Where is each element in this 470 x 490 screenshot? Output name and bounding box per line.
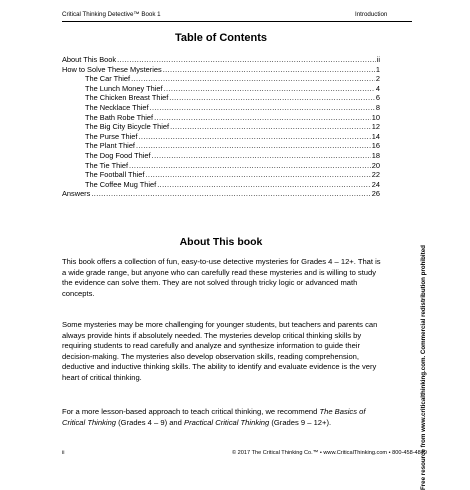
toc-title: Table of Contents [174, 32, 268, 44]
redistribution-notice: Free resource from www.criticalthinking.com. Commercial redistribution prohibited [420, 245, 427, 490]
toc-entry-page: 22 [371, 170, 380, 180]
toc-leader [91, 189, 370, 199]
toc-entry-answers[interactable] [62, 189, 380, 199]
toc-entry-label: The Coffee Mug Thief [85, 179, 157, 189]
toc-leader [163, 65, 375, 75]
toc-leader [131, 74, 375, 84]
about-paragraph-1: This book offers a collection of fun, easy-to-use detective mysteries for Grades 4 – 12+. That is a wide grade range, but anyone who can carefully read these mysteries and is willing to study the evidence can solve them. They are not solved through tricky logic or advanced math concepts. [62, 257, 381, 298]
toc-entry-dog-food-thief[interactable] [62, 151, 380, 161]
toc-entry-page: 24 [371, 179, 380, 189]
toc-entry-page: 26 [371, 189, 380, 199]
toc-entry-label: The Plant Thief [85, 141, 135, 151]
toc-entry-label: The Car Thief [85, 74, 131, 84]
toc-entry-page: 20 [371, 160, 380, 170]
toc-entry-page: 4 [375, 83, 380, 93]
header-section: Introduction [355, 11, 388, 18]
about-paragraph-3-text: For a more lesson-based approach to teach critical thinking, we recommend [62, 407, 320, 416]
toc-entry-label: The Tie Thief [85, 160, 128, 170]
toc-leader [164, 84, 375, 94]
toc-entry-plant-thief[interactable] [62, 141, 380, 151]
footer-page-number: ii [62, 450, 65, 456]
toc-leader [138, 132, 370, 142]
toc-entry-label: About This Book [62, 55, 117, 64]
toc-entry-purse-thief[interactable] [62, 132, 380, 142]
header-rule [62, 21, 412, 22]
toc-entry-label: The Purse Thief [85, 131, 138, 141]
toc-entry-about[interactable] [62, 55, 380, 65]
toc-leader [154, 113, 371, 123]
toc-leader [136, 141, 371, 151]
toc-entry-lunch-money-thief[interactable] [62, 84, 380, 94]
toc-leader [157, 180, 371, 190]
toc-entry-label: The Chicken Breast Thief [85, 93, 169, 103]
toc-entry-how-to-solve[interactable] [62, 65, 380, 75]
toc-entry-page: ii [376, 55, 380, 64]
toc-leader [129, 161, 371, 171]
toc-entry-car-thief[interactable] [62, 74, 380, 84]
toc-entry-necklace-thief[interactable] [62, 103, 380, 113]
toc-leader [169, 93, 375, 103]
toc-entry-label: The Necklace Thief [85, 102, 149, 112]
toc-entry-label: Answers [62, 189, 91, 199]
toc-entry-page: 10 [371, 112, 380, 122]
about-paragraph-2: Some mysteries may be more challenging for younger students, but teachers and parents can always provide hints if absolutely needed. The mysteries develop critical thinking skills by requiring students to read carefully and analyze and synthesize information to guide their decision-making. The mysteries also develop observation skills, reading comprehension, deductive and inductive thinking skills. The ability to identify and evaluate evidence is the very heart of critical thinking. [62, 320, 378, 382]
about-paragraph-3-text: (Grades 4 – 9) and [116, 417, 184, 427]
toc-entry-page: 12 [371, 122, 380, 132]
toc-entry-page: 14 [371, 131, 380, 141]
toc-entry-page: 8 [375, 102, 380, 112]
toc-entry-tie-thief[interactable] [62, 161, 380, 171]
toc-entry-page: 6 [375, 93, 380, 103]
toc-entry-page: 1 [375, 64, 380, 74]
toc-entry-label: The Bath Robe Thief [85, 112, 154, 122]
toc-leader [117, 55, 376, 65]
toc-entry-label: The Big City Bicycle Thief [85, 122, 170, 132]
toc-entry-coffee-mug-thief[interactable] [62, 180, 380, 190]
book-title-basics: The Basics of Critical Thinking [62, 407, 366, 427]
toc-leader [170, 122, 371, 132]
header-book-title: Critical Thinking Detective™ Book 1 [62, 11, 161, 18]
toc-entry-page: 18 [371, 150, 380, 160]
about-paragraph-3 [62, 407, 384, 428]
about-title: About This book [179, 236, 263, 248]
toc-entry-page: 2 [375, 74, 380, 84]
toc-leader [150, 103, 375, 113]
toc-leader [152, 151, 371, 161]
about-paragraph-3-text: (Grades 9 – 12+). [269, 417, 332, 427]
toc-entry-bicycle-thief[interactable] [62, 122, 380, 132]
toc-entry-page: 16 [371, 141, 380, 151]
toc-entry-label: The Dog Food Thief [85, 150, 151, 160]
toc-entry-label: How to Solve These Mysteries [62, 64, 162, 74]
toc-entry-chicken-breast-thief[interactable] [62, 93, 380, 103]
footer-copyright: © 2017 The Critical Thinking Co.™ • www.CriticalThinking.com • 800-458-4849 [232, 450, 427, 456]
toc-entry-label: The Football Thief [85, 170, 145, 180]
toc-entry-bath-robe-thief[interactable] [62, 113, 380, 123]
toc-leader [145, 170, 370, 180]
toc-entry-football-thief[interactable] [62, 170, 380, 180]
book-title-practical: Practical Critical Thinking [184, 417, 270, 427]
table-of-contents [62, 55, 380, 199]
toc-entry-label: The Lunch Money Thief [85, 83, 163, 93]
